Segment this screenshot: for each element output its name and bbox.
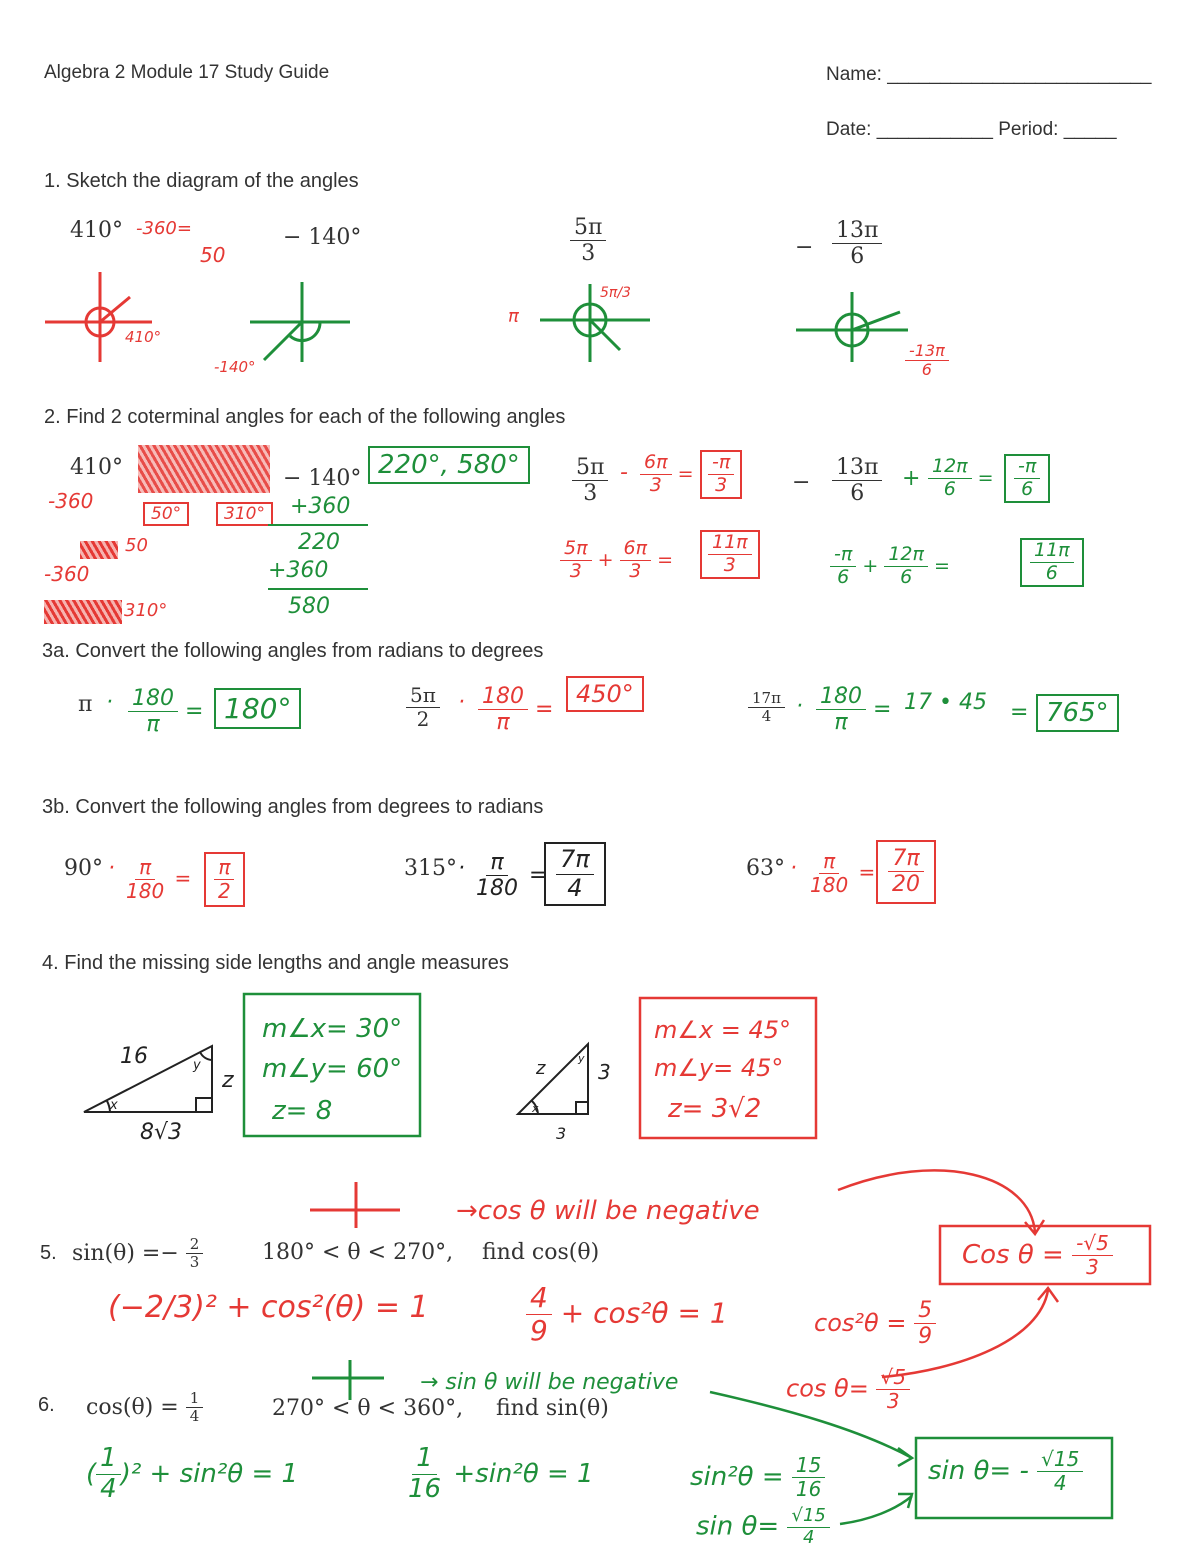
q3b-c-answer: $\frac{7\pi}{20}$ — [876, 840, 936, 904]
q3b-a-angle: 90° — [64, 856, 103, 881]
q6-step2: $\frac{1}{16}$ +sin²θ = 1 — [408, 1443, 594, 1504]
q1-sketch-a — [45, 272, 152, 362]
q4-t1-answer-x: m∠x= 30° — [262, 1014, 403, 1044]
q1-c-pi-label: π — [508, 306, 519, 327]
q3a-c-dot: · — [796, 694, 803, 719]
q5-number: 5. — [40, 1242, 57, 1264]
q2-d-fraction: $\frac{13\pi}{6}$ — [832, 455, 882, 507]
q4-t2-answer-z: z= 3√2 — [668, 1094, 762, 1124]
name-label: Name: — [826, 64, 882, 85]
q2-a-box1: 50° — [143, 502, 189, 526]
q2-c-work1: $\frac{6\pi}{3}$ = — [640, 452, 694, 497]
q3a-a-answer: 180° — [214, 688, 301, 729]
q2-d-work2: $\frac{-\pi}{6}$ + $\frac{12\pi}{6}$ = — [830, 544, 950, 589]
q2-c-answer1: $\frac{-\pi}{3}$ — [700, 450, 742, 499]
q2-d-sign: − — [792, 470, 811, 495]
q4-prompt: 4. Find the missing side lengths and angle measures — [42, 952, 509, 974]
q3b-b-work: $\frac{\pi}{180}$ = — [476, 850, 548, 902]
q3b-a-work: $\frac{\pi}{180}$ = — [126, 855, 192, 903]
q3a-b-work: $\frac{180}{\pi}$ = — [478, 684, 553, 736]
q5-quadrant-sketch — [310, 1182, 400, 1228]
q3b-prompt: 3b. Convert the following angles from degrees to radians — [42, 796, 544, 818]
q5-note: →cos θ will be negative — [456, 1196, 760, 1226]
q6-step1: ( $\frac{1}{4}$ )² + sin²θ = 1 — [86, 1443, 299, 1504]
q3b-b-angle: 315° — [404, 856, 457, 881]
q2-d-work1: $\frac{12\pi}{6}$ = — [928, 456, 994, 501]
q2-d-answer1: $\frac{-\pi}{6}$ — [1004, 454, 1050, 503]
q2-d-op1: + — [902, 466, 921, 491]
q1-d-sketch-label: $\frac{-13\pi}{6}$ — [905, 342, 949, 380]
q4-t1-x: x — [110, 1098, 118, 1113]
q1-sketch-d — [796, 292, 908, 362]
q5-find: find cos(θ) — [482, 1240, 600, 1265]
q2-b-answer: 220°, 580° — [368, 446, 530, 484]
q4-t1-y: y — [193, 1058, 201, 1073]
q2-a-mid: 50 — [125, 535, 148, 556]
q6-step4: sin θ= $\frac{√15}{4}$ — [696, 1506, 830, 1548]
q2-b-add1: +360 — [290, 494, 351, 519]
q4-t1-side: z — [222, 1068, 234, 1093]
q2-c-work2: $\frac{5\pi}{3}$ + $\frac{6\pi}{3}$ = — [560, 538, 673, 583]
q4-t1-answer-z: z= 8 — [272, 1096, 333, 1126]
q4-t1-base: 8√3 — [140, 1120, 183, 1145]
name-line: _________________________ — [887, 64, 1152, 85]
q1-a-result: 50 — [200, 243, 226, 267]
q3b-a-answer: $\frac{\pi}{2}$ — [204, 852, 245, 907]
q6-find: find sin(θ) — [496, 1396, 609, 1421]
q3a-b-dot: · — [458, 690, 465, 715]
q4-t1-hyp: 16 — [120, 1044, 148, 1069]
date-label: Date: — [826, 119, 872, 140]
q4-t2-hyp: z — [536, 1058, 546, 1079]
q6-given: cos(θ) = $\frac{1}{4}$ — [86, 1390, 203, 1426]
q3a-c-work: $\frac{180}{\pi}$ = — [816, 684, 891, 736]
q4-triangle-1 — [84, 1046, 212, 1112]
q3a-c-eq: = — [1010, 700, 1029, 725]
q5-given: sin(θ) =− $\frac{2}{3}$ — [72, 1236, 203, 1272]
q6-number: 6. — [38, 1394, 55, 1416]
q3a-prompt: 3a. Convert the following angles from radians to degrees — [42, 640, 544, 662]
q1-d-fraction: $\frac{13\pi}{6}$ — [832, 218, 882, 270]
q6-answer: sin θ= - $\frac{√15}{4}$ — [928, 1448, 1083, 1495]
q2-a-angle: 410° — [70, 455, 123, 480]
q2-c-answer2: $\frac{11\pi}{3}$ — [700, 530, 760, 579]
q3b-a-dot: · — [108, 856, 115, 881]
q1-sketch-c — [540, 284, 650, 362]
q3b-b-answer: $\frac{7\pi}{4}$ — [544, 842, 606, 906]
q5-step3: cos²θ = $\frac{5}{9}$ — [814, 1298, 936, 1350]
q3b-c-angle: 63° — [746, 856, 785, 881]
q5-step4: cos θ= $\frac{√5}{3}$ — [786, 1366, 910, 1413]
q3b-b-dot: · — [458, 856, 465, 881]
q3b-c-work: $\frac{\pi}{180}$ = — [810, 849, 876, 897]
q6-range: 270° < θ < 360°, — [272, 1396, 464, 1421]
q4-t2-answer-y: m∠y= 45° — [654, 1054, 784, 1082]
q2-a-end: 310° — [124, 600, 168, 621]
q2-d-answer2: $\frac{11\pi}{6}$ — [1020, 538, 1084, 587]
q1-d-sign: − — [795, 235, 814, 260]
q2-c-fraction: $\frac{5\pi}{3}$ — [572, 455, 608, 507]
q4-t2-side: 3 — [598, 1060, 611, 1084]
q6-note: → sin θ will be negative — [420, 1370, 679, 1395]
q5-answer: Cos θ = $\frac{-√5}{3}$ — [962, 1232, 1113, 1279]
q1-c-sketch-label: 5π/3 — [600, 285, 631, 301]
q3a-c-answer: 765° — [1036, 694, 1119, 732]
q4-t2-y: y — [578, 1052, 585, 1065]
q1-b-sketch-label: -140° — [214, 358, 256, 376]
q1-sketch-b — [250, 282, 350, 362]
q2-b-angle: − 140° — [283, 466, 362, 491]
q3a-b-answer: 450° — [566, 676, 644, 712]
q1-c-fraction: $\frac{5\pi}{3}$ — [570, 215, 606, 267]
date-line: ___________ — [876, 119, 993, 140]
q5-step2: $\frac{4}{9}$ + cos²θ = 1 — [526, 1282, 728, 1347]
q3a-a-dot: · — [106, 690, 113, 715]
q2-a-box2: 310° — [216, 502, 273, 526]
q1-b-angle: − 140° — [283, 225, 362, 250]
q3b-c-dot: · — [790, 856, 797, 881]
page-title: Algebra 2 Module 17 Study Guide — [44, 62, 330, 83]
q1-prompt: 1. Sketch the diagram of the angles — [44, 170, 359, 192]
q2-a-sub1: -360 — [48, 489, 94, 513]
q2-b-add2: +360 — [268, 558, 329, 583]
q3a-a-angle: π — [78, 692, 93, 717]
q5-range: 180° < θ < 270°, — [262, 1240, 454, 1265]
q6-quadrant-sketch — [312, 1360, 384, 1400]
q2-c-op1: - — [620, 460, 628, 485]
q1-a-sketch-label: 410° — [125, 328, 162, 346]
q2-b-end: 580 — [288, 594, 330, 619]
q3a-c-fraction: $\frac{17\pi}{4}$ — [748, 690, 785, 726]
q1-a-angle: 410° — [70, 218, 123, 243]
q3a-a-work: $\frac{180}{\pi}$ = — [128, 686, 203, 738]
q3a-b-fraction: $\frac{5\pi}{2}$ — [406, 684, 440, 731]
period-label: Period: — [998, 119, 1059, 140]
q4-t2-answer-x: m∠x = 45° — [654, 1016, 792, 1044]
q5-step1: (−2/3)² + cos²(θ) = 1 — [108, 1290, 429, 1325]
q6-step3: sin²θ = $\frac{15}{16}$ — [690, 1454, 825, 1501]
q1-a-work: -360= — [136, 218, 192, 239]
q2-a-sub2: -360 — [44, 562, 90, 586]
period-line: _____ — [1063, 119, 1117, 140]
q4-t1-answer-y: m∠y= 60° — [262, 1054, 403, 1084]
q4-t2-base: 3 — [556, 1124, 567, 1143]
q4-t2-x: x — [532, 1102, 539, 1115]
q2-b-mid: 220 — [298, 530, 340, 555]
q2-prompt: 2. Find 2 coterminal angles for each of the following angles — [44, 406, 566, 428]
q3a-c-step: 17 • 45 — [904, 690, 987, 715]
